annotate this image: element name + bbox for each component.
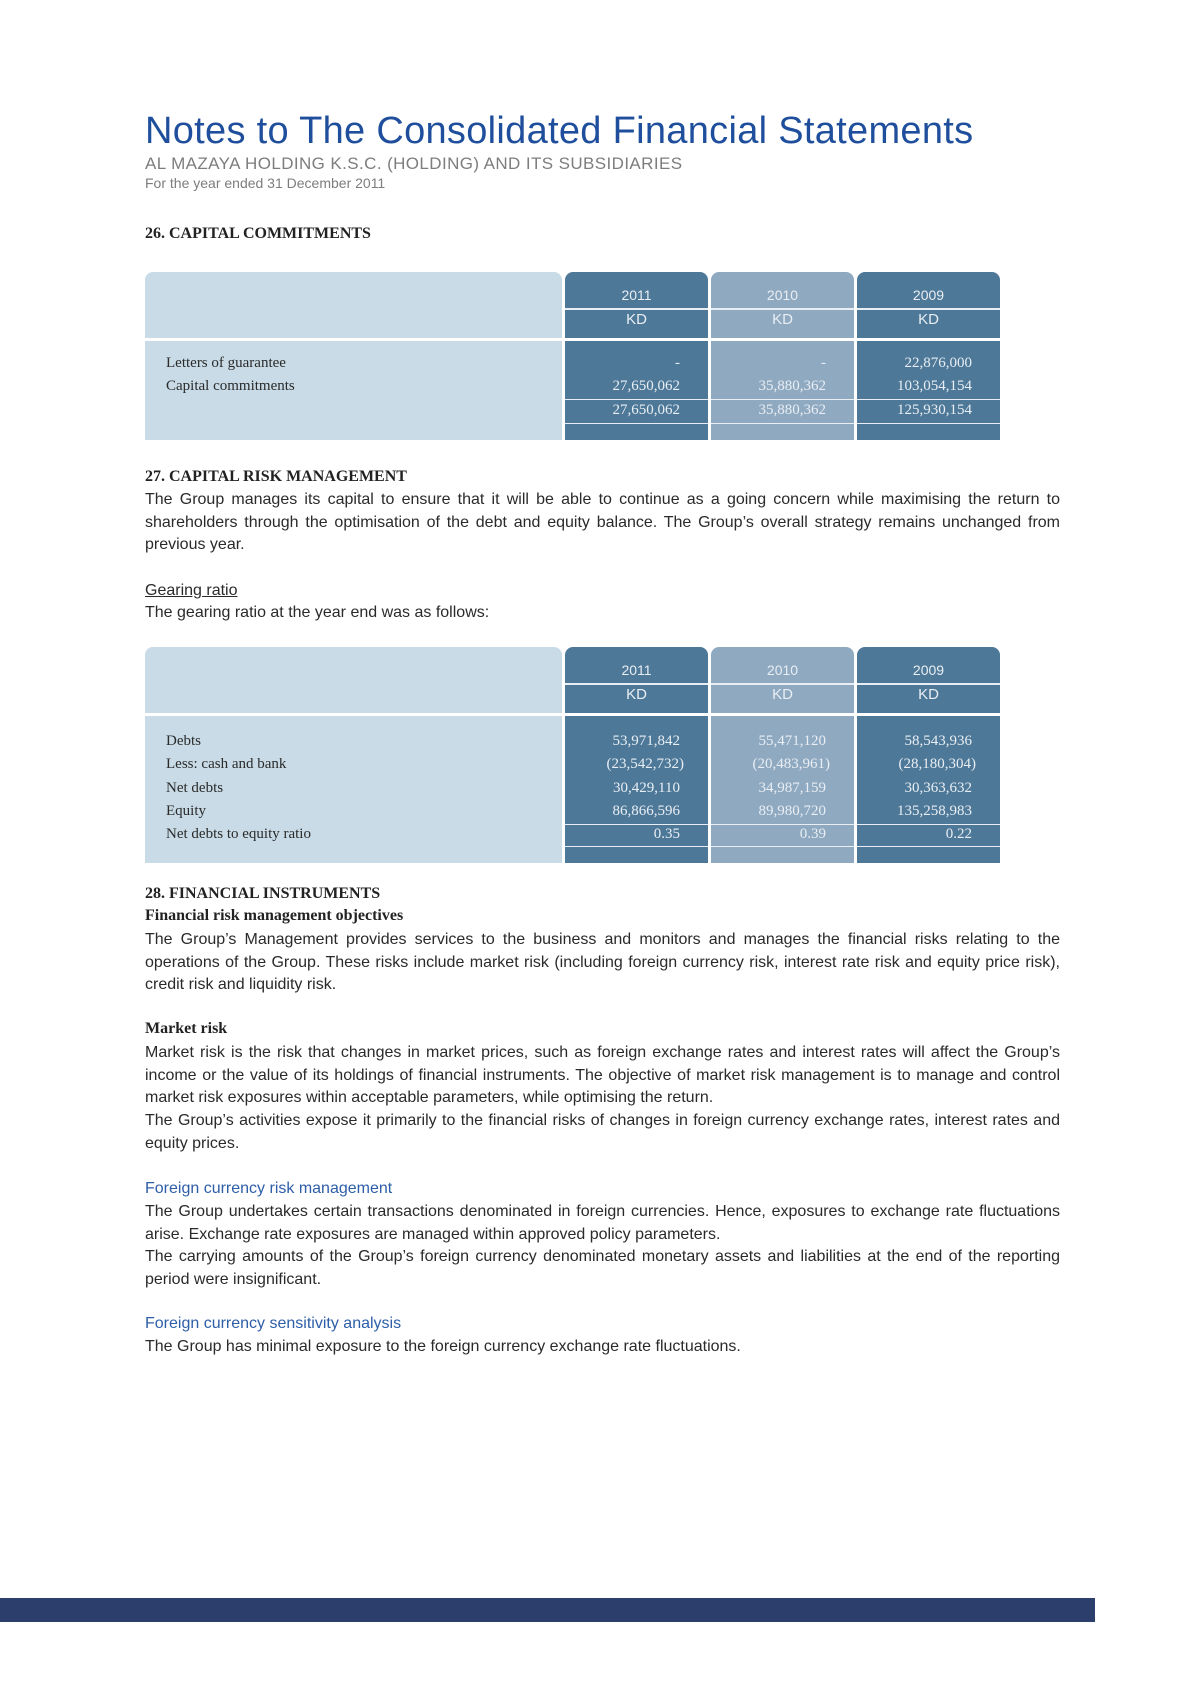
column-currency: KD	[918, 686, 939, 703]
reporting-period: For the year ended 31 December 2011	[145, 175, 386, 191]
table-total: 27,650,062	[612, 402, 680, 418]
column-currency: KD	[918, 311, 939, 328]
total-divider	[565, 399, 708, 400]
market-risk-paragraph-1: Market risk is the risk that changes in market prices, such as foreign exchange rates and interest rates will affect the Group’s income or the value of its holdings of financial instruments. The objective of market risk management is to manage and control market risk exposures within acceptable parameters, while optimising the return.	[145, 1044, 1060, 1106]
column-year: 2010	[766, 662, 799, 678]
table-cell: 34,987,159	[758, 780, 826, 796]
section-28-heading: 28. FINANCIAL INSTRUMENTS	[145, 885, 381, 902]
header-divider	[565, 308, 708, 310]
page-title: Notes to The Consolidated Financial Statements	[145, 110, 974, 152]
table-cell: 30,429,110	[613, 780, 680, 796]
gearing-ratio-intro: The gearing ratio at the year end was as follows:	[145, 604, 490, 621]
header-separator	[145, 713, 1005, 716]
table-cell: -	[821, 355, 826, 371]
table-cell: (28,180,304)	[898, 756, 976, 772]
fx-risk-paragraph-1: The Group undertakes certain transactions denominated in foreign currencies. Hence, exposures to exchange rate fluctuations arise. Exchange rate exposures are managed within approved policy parameters.	[145, 1203, 1060, 1243]
row-label: Equity	[166, 803, 206, 819]
column-year: 2011	[621, 662, 652, 678]
total-divider	[857, 399, 1000, 400]
fx-sensitivity-paragraph: The Group has minimal exposure to the foreign currency exchange rate fluctuations.	[145, 1338, 741, 1355]
table-cell: 0.39	[799, 826, 826, 842]
gearing-ratio-heading: Gearing ratio	[145, 582, 238, 599]
capital-risk-paragraph: The Group manages its capital to ensure that it will be able to continue as a going concern while maximising the return to shareholders through the optimisation of the debt and equity balance. The Group’s overall strategy remains unchanged from previous year.	[145, 491, 1060, 553]
company-name: AL MAZAYA HOLDING K.S.C. (HOLDING) AND ITS SUBSIDIARIES	[145, 154, 683, 173]
header-divider	[711, 683, 854, 685]
row-label: Net debts to equity ratio	[166, 826, 311, 842]
table-cell: 55,471,120	[758, 733, 826, 749]
footer-bar	[0, 1598, 1095, 1622]
column-currency: KD	[626, 311, 647, 328]
table-total: 125,930,154	[897, 402, 972, 418]
fx-risk-paragraph-2: The carrying amounts of the Group’s foreign currency denominated monetary assets and liabilities at the end of the reporting period were insignificant.	[145, 1248, 1060, 1288]
column-2011	[565, 272, 708, 440]
table-cell: 103,054,154	[897, 378, 972, 394]
column-currency: KD	[772, 311, 793, 328]
header-divider	[711, 308, 854, 310]
total-divider	[565, 423, 708, 424]
total-divider	[711, 423, 854, 424]
market-risk-heading: Market risk	[145, 1020, 228, 1037]
row-label: Capital commitments	[166, 378, 295, 394]
table-cell: (20,483,961)	[752, 756, 830, 772]
table-cell: 30,363,632	[904, 780, 972, 796]
capital-commitments-table	[145, 272, 1005, 440]
row-label: Debts	[166, 733, 201, 749]
header-divider	[565, 683, 708, 685]
column-2009	[857, 647, 1000, 863]
total-divider	[565, 846, 708, 847]
section-26-heading: 26. CAPITAL COMMITMENTS	[145, 225, 371, 242]
table-cell: -	[675, 355, 680, 371]
market-risk-paragraph-2: The Group’s activities expose it primarily to the financial risks of changes in foreign currency exchange rates, interest rates and equity prices.	[145, 1112, 1060, 1152]
table-cell: 86,866,596	[612, 803, 680, 819]
row-label: Letters of guarantee	[166, 355, 286, 371]
fx-sensitivity-heading: Foreign currency sensitivity analysis	[145, 1315, 402, 1332]
fx-risk-heading: Foreign currency risk management	[145, 1180, 393, 1197]
column-year: 2009	[912, 287, 945, 303]
total-divider	[565, 824, 708, 825]
total-divider	[857, 846, 1000, 847]
table-cell: 27,650,062	[612, 378, 680, 394]
column-year: 2011	[621, 287, 652, 303]
table-cell: 53,971,842	[612, 733, 680, 749]
objectives-heading: Financial risk management objectives	[145, 907, 404, 924]
column-year: 2009	[912, 662, 945, 678]
table-total: 35,880,362	[758, 402, 826, 418]
row-label: Net debts	[166, 780, 224, 796]
total-divider	[857, 824, 1000, 825]
table-cell: 58,543,936	[904, 733, 972, 749]
column-2009	[857, 272, 1000, 440]
header-divider	[857, 308, 1000, 310]
table-cell: 0.22	[945, 826, 972, 842]
header-divider	[857, 683, 1000, 685]
column-currency: KD	[626, 686, 647, 703]
column-currency: KD	[772, 686, 793, 703]
total-divider	[711, 399, 854, 400]
column-2010	[711, 647, 854, 863]
header-separator	[145, 338, 1005, 341]
table-cell: 0.35	[653, 826, 680, 842]
column-2011	[565, 647, 708, 863]
gearing-ratio-table	[145, 647, 1005, 863]
objectives-paragraph: The Group’s Management provides services to the business and monitors and manages the financial risks relating to the operations of the Group. These risks include market risk (including foreign currency risk, interest rate risk and equity price risk), credit risk and liquidity risk.	[145, 931, 1060, 993]
table-cell: 135,258,983	[897, 803, 972, 819]
table-cell: 35,880,362	[758, 378, 826, 394]
table-cell: 22,876,000	[904, 355, 972, 371]
column-year: 2010	[766, 287, 799, 303]
total-divider	[711, 824, 854, 825]
section-27-heading: 27. CAPITAL RISK MANAGEMENT	[145, 468, 407, 485]
column-2010	[711, 272, 854, 440]
table-cell: (23,542,732)	[606, 756, 684, 772]
table-cell: 89,980,720	[758, 803, 826, 819]
total-divider	[711, 846, 854, 847]
row-label: Less: cash and bank	[166, 756, 287, 772]
total-divider	[857, 423, 1000, 424]
